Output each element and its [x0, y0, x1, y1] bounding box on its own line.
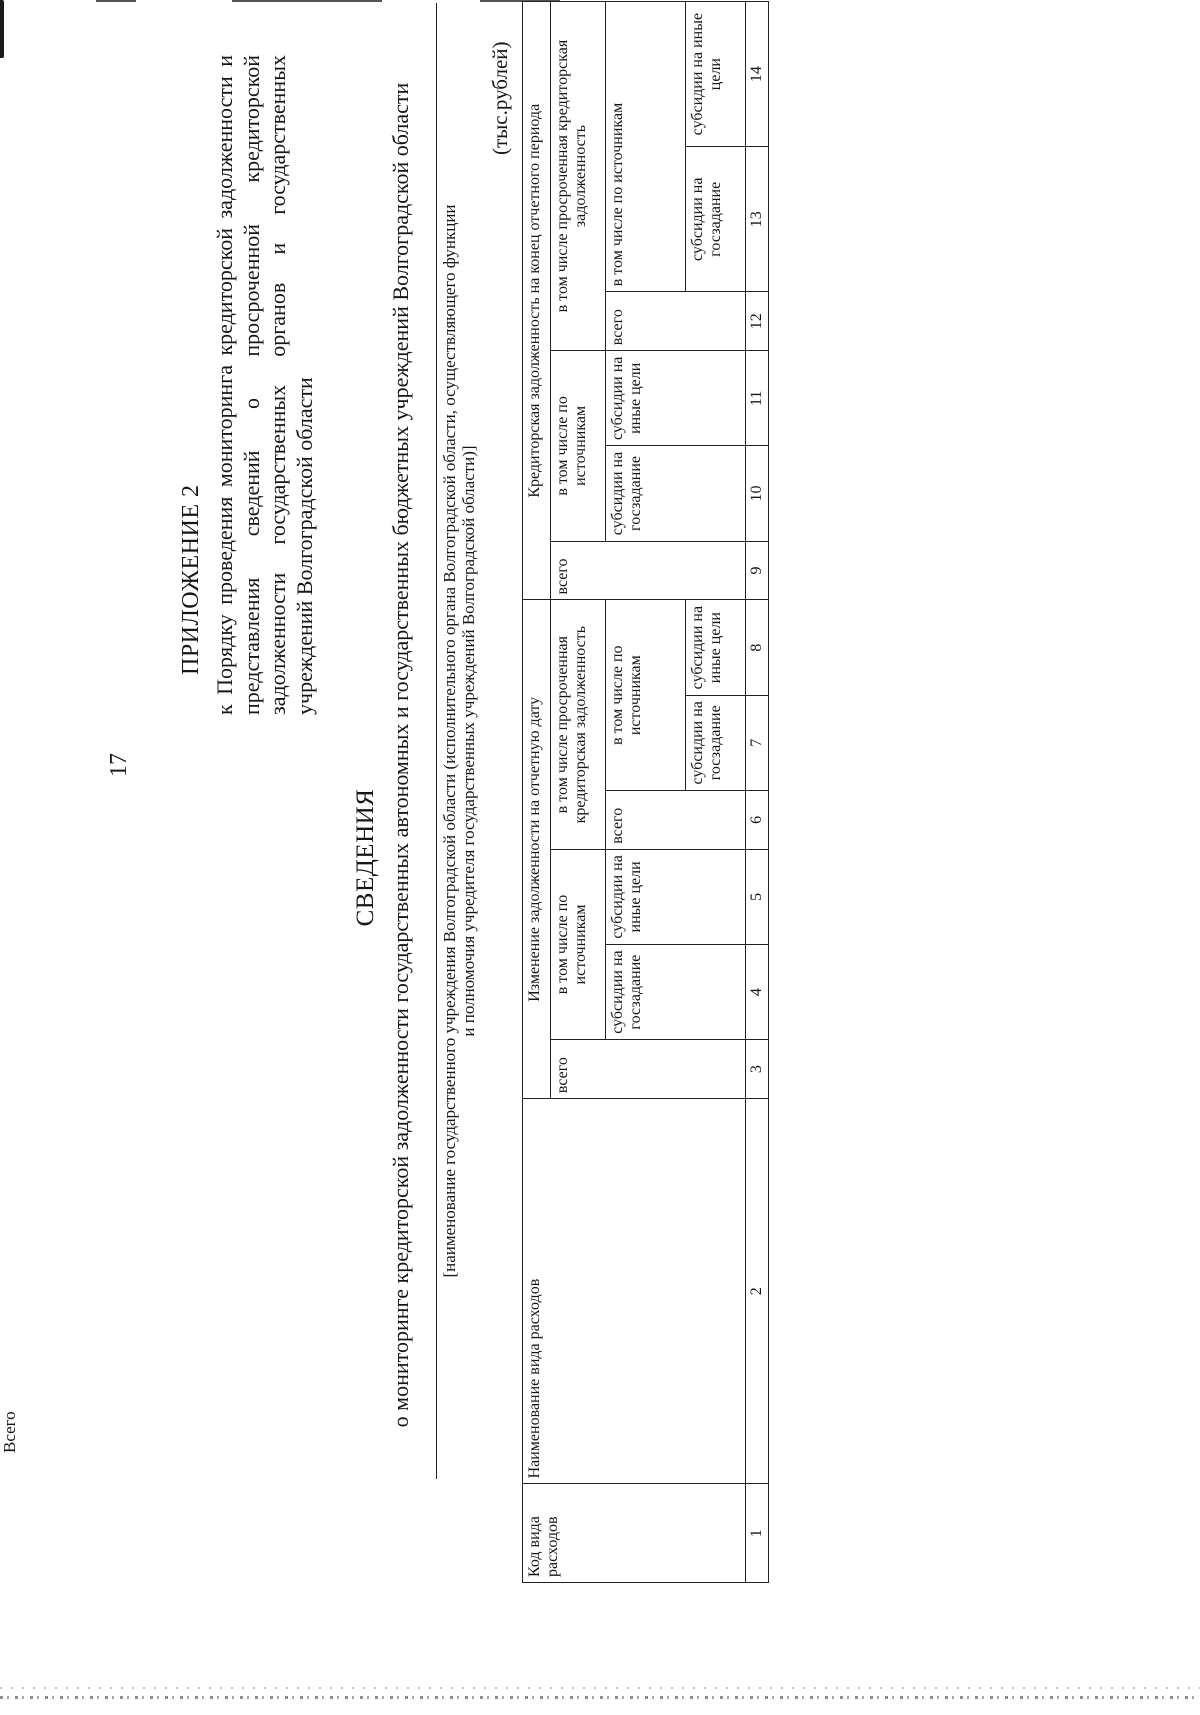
header-overdue: в том числе просроченная кредиторская задолженность [551, 2, 606, 351]
header-change-group: Изменение задолженности на отчетную дату [523, 600, 551, 1099]
header-subsidy-task: субсидии на госзадание [606, 446, 746, 541]
header-including-sources: в том числе по источникам [606, 600, 686, 790]
column-number: 12 [746, 292, 769, 351]
header-subsidy-other: субсидии на иные цели [606, 849, 746, 944]
column-number: 10 [746, 446, 769, 541]
header-total: всего [551, 1040, 746, 1099]
column-number: 5 [746, 849, 769, 944]
document-subtitle: о мониторинге кредиторской задолженности государственных автономных и государственных бюджетных учреждений Волгоградской области [388, 82, 413, 1428]
row-total-label: Всего [0, 1411, 19, 1453]
organization-placeholder-line1: [наименование государственного учреждения Волгоградской области (исполнительного органа Волгоградской области, осуществляющего функции [440, 204, 459, 1278]
column-number: 8 [746, 600, 769, 695]
header-including-sources: в том числе по источникам [551, 351, 606, 541]
appendix-heading: ПРИЛОЖЕНИЕ 2 [178, 484, 204, 675]
column-number: 7 [746, 695, 769, 790]
header-end-group: Кредиторская задолженность на конец отчетного периода [523, 2, 551, 601]
organization-placeholder-line2: и полномочия учредителя государственных учреждений Волгоградской области)] [459, 445, 478, 1037]
header-name: Наименование вида расходов [523, 1099, 746, 1484]
column-number: 4 [746, 944, 769, 1039]
page-number: 17 [106, 753, 132, 777]
column-number: 9 [746, 541, 769, 600]
header-including-sources: в том числе по источникам [551, 849, 606, 1039]
column-number: 1 [746, 1484, 769, 1583]
header-subsidy-other: субсидии на иные цели [686, 600, 746, 695]
header-overdue: в том числе просроченная кредиторская задолженность [551, 600, 606, 849]
header-subsidy-other: субсидии на иные цели [686, 2, 746, 147]
appendix-text: к Порядку проведения мониторинга кредиторской задолженности и представления сведений о просроченной кредиторской задолженности государственных органов и государственных учреждений Волгоградской области [212, 55, 317, 715]
document-title: СВЕДЕНИЯ [352, 788, 379, 927]
header-including-sources: в том числе по источникам [606, 2, 686, 292]
column-number: 14 [746, 2, 769, 147]
header-subsidy-task: субсидии на госзадание [686, 695, 746, 790]
header-subsidy-task: субсидии на госзадание [686, 147, 746, 292]
header-subsidy-other: субсидии на иные цели [606, 351, 746, 446]
column-number: 3 [746, 1040, 769, 1099]
units-label: (тыс.рублей) [488, 41, 512, 155]
header-subsidy-task: субсидии на госзадание [606, 944, 746, 1039]
header-code: Код вида расходов [523, 1484, 746, 1583]
column-number: 11 [746, 351, 769, 446]
header-total: всего [551, 541, 746, 600]
header-total: всего [606, 790, 746, 849]
column-number: 13 [746, 147, 769, 292]
column-number: 2 [746, 1099, 769, 1484]
column-number: 6 [746, 790, 769, 849]
header-total: всего [606, 292, 746, 351]
